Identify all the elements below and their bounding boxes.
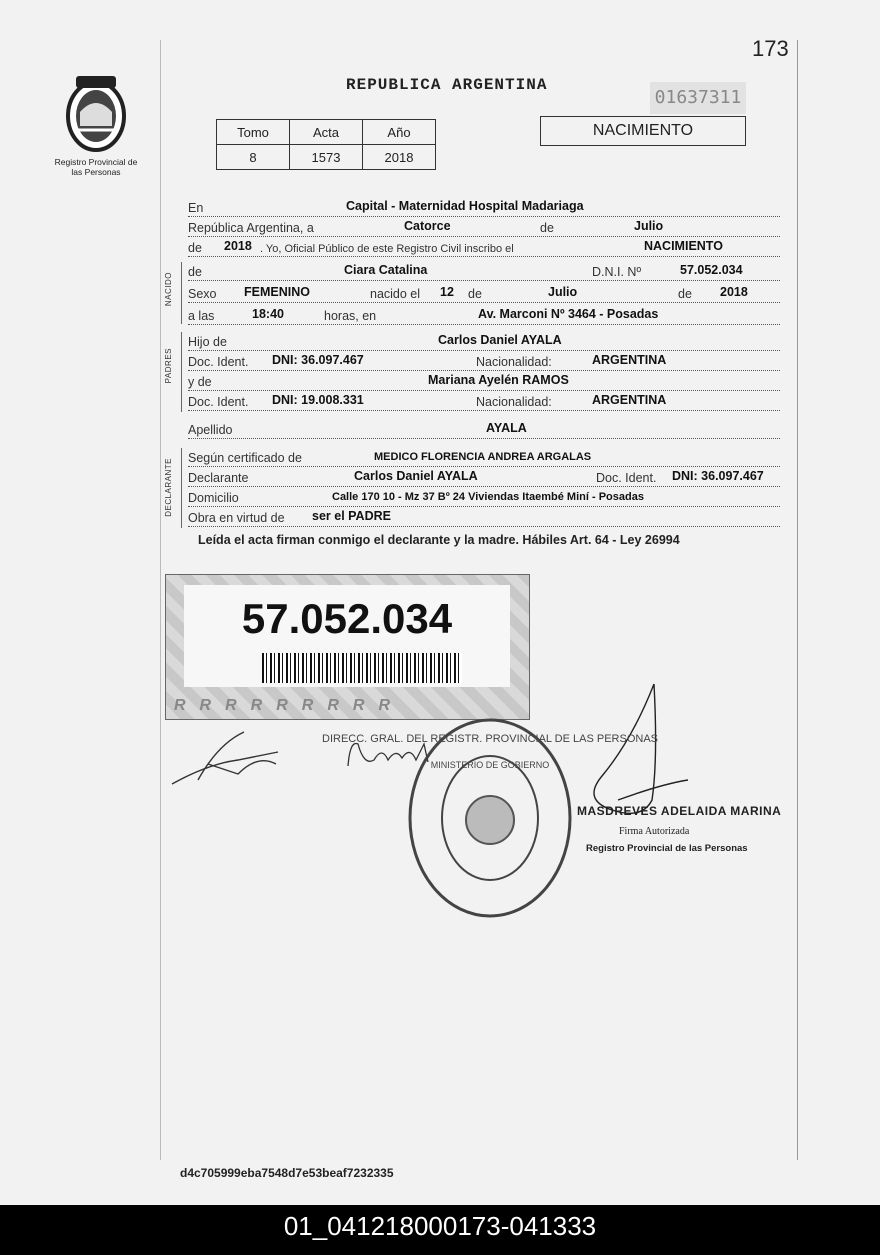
value-nombre: Ciara Catalina — [344, 263, 428, 277]
label-doc-ident: Doc. Ident. — [188, 355, 249, 369]
value-mes: Julio — [634, 219, 664, 233]
bracket-padres — [181, 332, 182, 412]
value-anio: 2018 — [224, 239, 252, 253]
side-label-padres: PADRES — [164, 348, 173, 384]
stamp-dni-number: 57.052.034 — [241, 595, 453, 642]
label-de: de — [540, 221, 554, 235]
label-dni: D.N.I. Nº — [592, 265, 642, 279]
label-apellido: Apellido — [188, 423, 233, 437]
row-apellido — [188, 420, 780, 439]
value-direccion: Av. Marconi Nº 3464 - Posadas — [478, 307, 659, 321]
row-madre — [188, 372, 780, 391]
row-inscribo — [188, 238, 780, 257]
value-dni: 57.052.034 — [680, 263, 743, 277]
value-madre-doc: DNI: 19.008.331 — [272, 393, 364, 407]
row-padre — [188, 332, 780, 351]
bracket-nacido — [181, 262, 182, 324]
label-y-de: y de — [188, 375, 212, 389]
seal-inner-text: MINISTERIO DE GOBIERNO — [430, 760, 550, 770]
document-title: REPUBLICA ARGENTINA — [346, 76, 548, 94]
anio-value: 2018 — [363, 145, 436, 170]
row-lugar — [188, 198, 780, 217]
reference-table — [216, 119, 436, 170]
official-name: MASDREVES ADELAIDA MARINA — [577, 804, 782, 818]
row-certificado — [188, 448, 780, 467]
value-nac-dia: 12 — [440, 285, 454, 299]
right-edge-line — [797, 40, 798, 1160]
label-hijo-de: Hijo de — [188, 335, 227, 349]
value-certificado: MEDICO FLORENCIA ANDREA ARGALAS — [374, 451, 592, 463]
value-declarante-doc: DNI: 36.097.467 — [672, 469, 764, 483]
serial-number: 01637311 — [650, 82, 746, 114]
col-header-tomo: Tomo — [217, 120, 290, 145]
label-declarante: Declarante — [188, 471, 249, 485]
label-de4: de — [468, 287, 482, 301]
label-a-las: a las — [188, 309, 215, 323]
value-padre-doc: DNI: 36.097.467 — [272, 353, 364, 367]
row-hora — [188, 306, 780, 325]
row-sexo — [188, 284, 780, 303]
value-obra: ser el PADRE — [312, 509, 391, 523]
tomo-value: 8 — [217, 145, 290, 170]
seal-text: DIRECC. GRAL. DEL REGISTR. PROVINCIAL DE LAS PERSONAS — [322, 733, 658, 745]
value-sexo: FEMENINO — [244, 285, 310, 299]
label-de5: de — [678, 287, 692, 301]
label-sexo: Sexo — [188, 287, 217, 301]
value-padre-nac: ARGENTINA — [592, 353, 667, 367]
value-tipo: NACIMIENTO — [644, 239, 723, 253]
label-nacionalidad: Nacionalidad: — [476, 355, 552, 369]
document-hash: d4c705999eba7548d7e53beaf7232335 — [180, 1166, 394, 1180]
dni-stamp — [165, 574, 530, 720]
bracket-declarante — [181, 448, 182, 528]
label-en: En — [188, 201, 204, 215]
row-madre-doc — [188, 392, 780, 411]
registry-caption: Registro Provincial de las Personas — [54, 157, 138, 177]
label-domicilio: Domicilio — [188, 491, 239, 505]
stamp-pattern-letters: RRRRRRRRR — [174, 697, 404, 714]
value-lugar: Capital - Maternidad Hospital Madariaga — [346, 199, 584, 213]
label-nacionalidad2: Nacionalidad: — [476, 395, 552, 409]
side-label-nacido: NACIDO — [164, 272, 173, 307]
label-horas-en: horas, en — [324, 309, 377, 323]
label-obra: Obra en virtud de — [188, 511, 285, 525]
value-madre-nac: ARGENTINA — [592, 393, 667, 407]
dni-stamp-panel — [184, 585, 510, 687]
value-padre: Carlos Daniel AYALA — [438, 333, 562, 347]
value-madre: Mariana Ayelén RAMOS — [428, 373, 569, 387]
page-number: 173 — [752, 36, 789, 61]
row-nombre — [188, 262, 780, 281]
province-coat-of-arms-icon — [62, 72, 130, 154]
value-apellido: AYALA — [486, 421, 527, 435]
barcode — [262, 653, 462, 683]
official-org: Registro Provincial de las Personas — [586, 843, 748, 854]
label-de3: de — [188, 265, 202, 279]
value-declarante: Carlos Daniel AYALA — [354, 469, 478, 483]
footer-code: 01_041218000173-041333 — [0, 1205, 880, 1255]
value-hora: 18:40 — [252, 307, 284, 321]
record-type-box: NACIMIENTO — [540, 116, 746, 146]
row-domicilio — [188, 488, 780, 507]
acta-value: 1573 — [290, 145, 363, 170]
value-nac-anio: 2018 — [720, 285, 748, 299]
label-doc-ident-decl: Doc. Ident. — [596, 471, 657, 485]
side-label-declarante: DECLARANTE — [164, 458, 173, 517]
official-title: Firma Autorizada — [619, 826, 690, 837]
row-padre-doc — [188, 352, 780, 371]
label-doc-ident2: Doc. Ident. — [188, 395, 249, 409]
label-republica: República Argentina, a — [188, 221, 314, 235]
declarant-signature — [168, 724, 286, 794]
closing-note: Leída el acta firman conmigo el declarante y la madre. Hábiles Art. 64 - Ley 26994 — [198, 533, 680, 547]
label-segun: Según certificado de — [188, 451, 302, 465]
label-yo: . Yo, Oficial Público de este Registro Civil inscribo el — [260, 243, 514, 255]
col-header-acta: Acta — [290, 120, 363, 145]
value-nac-mes: Julio — [548, 285, 578, 299]
value-domicilio: Calle 170 10 - Mz 37 Bº 24 Viviendas Itaembé Miní - Posadas — [332, 491, 644, 503]
margin-line — [160, 40, 161, 1160]
row-fecha — [188, 218, 780, 237]
value-dia: Catorce — [404, 219, 451, 233]
label-nacido-el: nacido el — [370, 287, 421, 301]
col-header-anio: Año — [363, 120, 436, 145]
row-declarante — [188, 468, 780, 487]
label-de2: de — [188, 241, 202, 255]
row-obra — [188, 508, 780, 527]
